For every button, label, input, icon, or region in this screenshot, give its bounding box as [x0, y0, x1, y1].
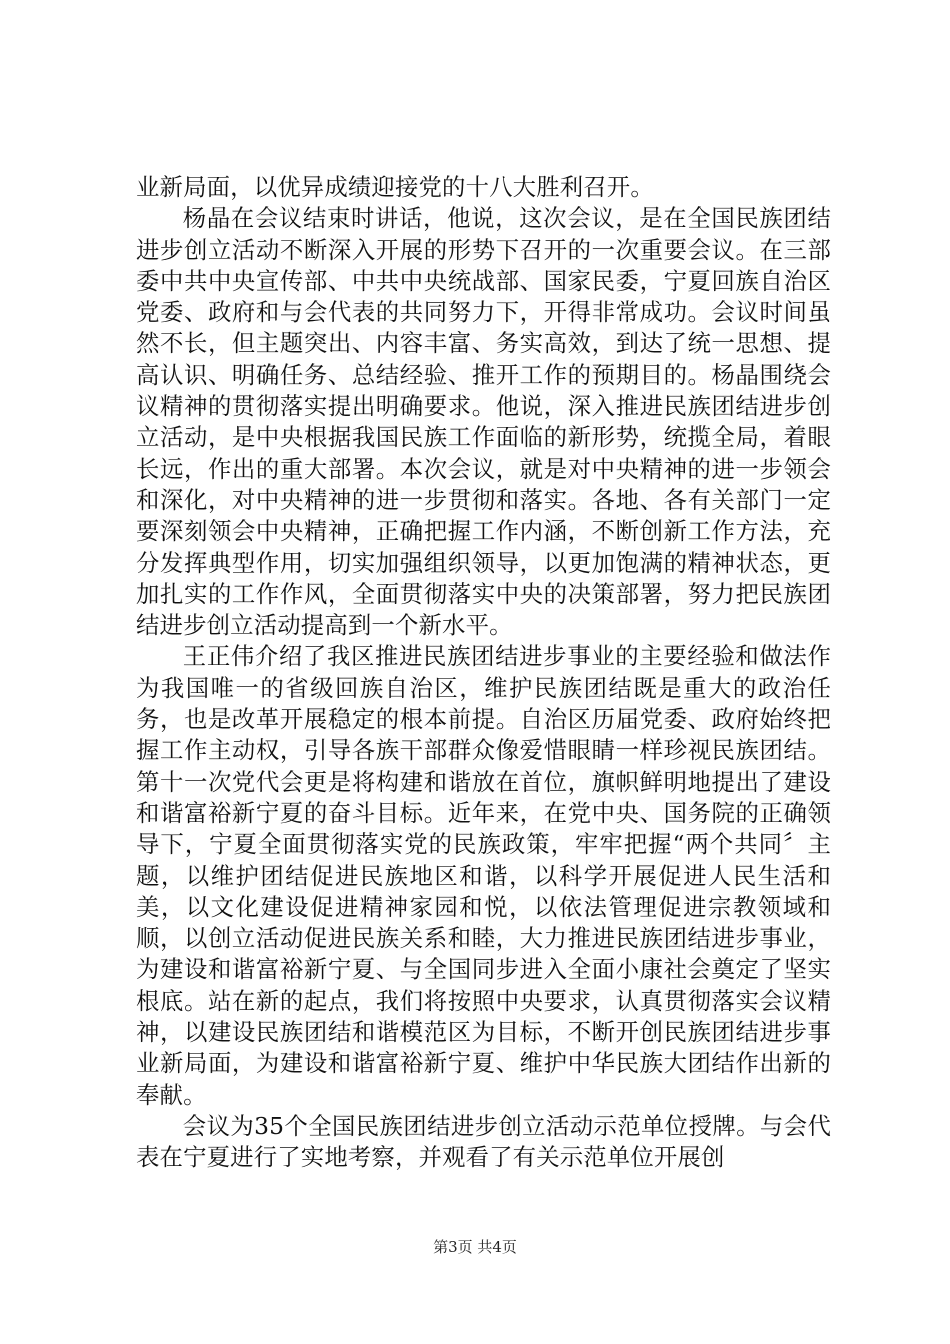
page-footer: 第3页 共4页 — [433, 1238, 517, 1256]
paragraph-2: 杨晶在会议结束时讲话，他说，这次会议，是在全国民族团结进步创立活动不断深入开展的形势下召开的一次重要会议。在三部委中共中央宣传部、中共中央统战部、国家民委，宁夏回族自治区党委、政府和与会代表的共同努力下，开得非常成功。会议时间虽然不长，但主题突出、内容丰富、务实高效，到达了统一思想、提高认识、明确任务、总结经验、推开工作的预期目的。杨晶围绕会议精神的贯彻落实提出明确要求。他说，深入推进民族团结进步创立活动，是中央根据我国民族工作面临的新形势，统揽全局，着眼长远，作出的重大部署。本次会议，就是对中央精神的进一步领会和深化，对中央精神的进一步贯彻和落实。各地、各有关部门一定要深刻领会中央精神，正确把握工作内涵，不断创新工作方法，充分发挥典型作用，切实加强组织领导，以更加饱满的精神状态，更加扎实的工作作风，全面贯彻落实中央的决策部署，努力把民族团结进步创立活动提高到一个新水平。 — [136, 204, 831, 640]
body-text — [136, 172, 831, 1174]
paragraph-4: 会议为35个全国民族团结进步创立活动示范单位授牌。与会代表在宁夏进行了实地考察，并观看了有关示范单位开展创 — [136, 1111, 831, 1172]
paragraph-1: 业新局面，以优异成绩迎接党的十八大胜利召开。 — [136, 173, 654, 201]
paragraph-3: 王正伟介绍了我区推进民族团结进步事业的主要经验和做法作为我国唯一的省级回族自治区，维护民族团结既是重大的政治任务，也是改革开展稳定的根本前提。自治区历届党委、政府始终把握工作主动权，引导各族干部群众像爱惜眼睛一样珍视民族团结。第十一次党代会更是将构建和谐放在首位，旗帜鲜明地提出了建设和谐富裕新宁夏的奋斗目标。近年来，在党中央、国务院的正确领导下，宁夏全面贯彻落实党的民族政策，牢牢把握“两个共同〞主题，以维护团结促进民族地区和谐，以科学开展促进人民生活和美，以文化建设促进精神家园和悦，以依法管理促进宗教领域和顺，以创立活动促进民族关系和睦，大力推进民族团结进步事业，为建设和谐富裕新宁夏、与全国同步进入全面小康社会奠定了坚实根底。站在新的起点，我们将按照中央要求，认真贯彻落实会议精神，以建设民族团结和谐模范区为目标，不断开创民族团结进步事业新局面，为建设和谐富裕新宁夏、维护中华民族大团结作出新的奉献。 — [136, 642, 831, 1109]
